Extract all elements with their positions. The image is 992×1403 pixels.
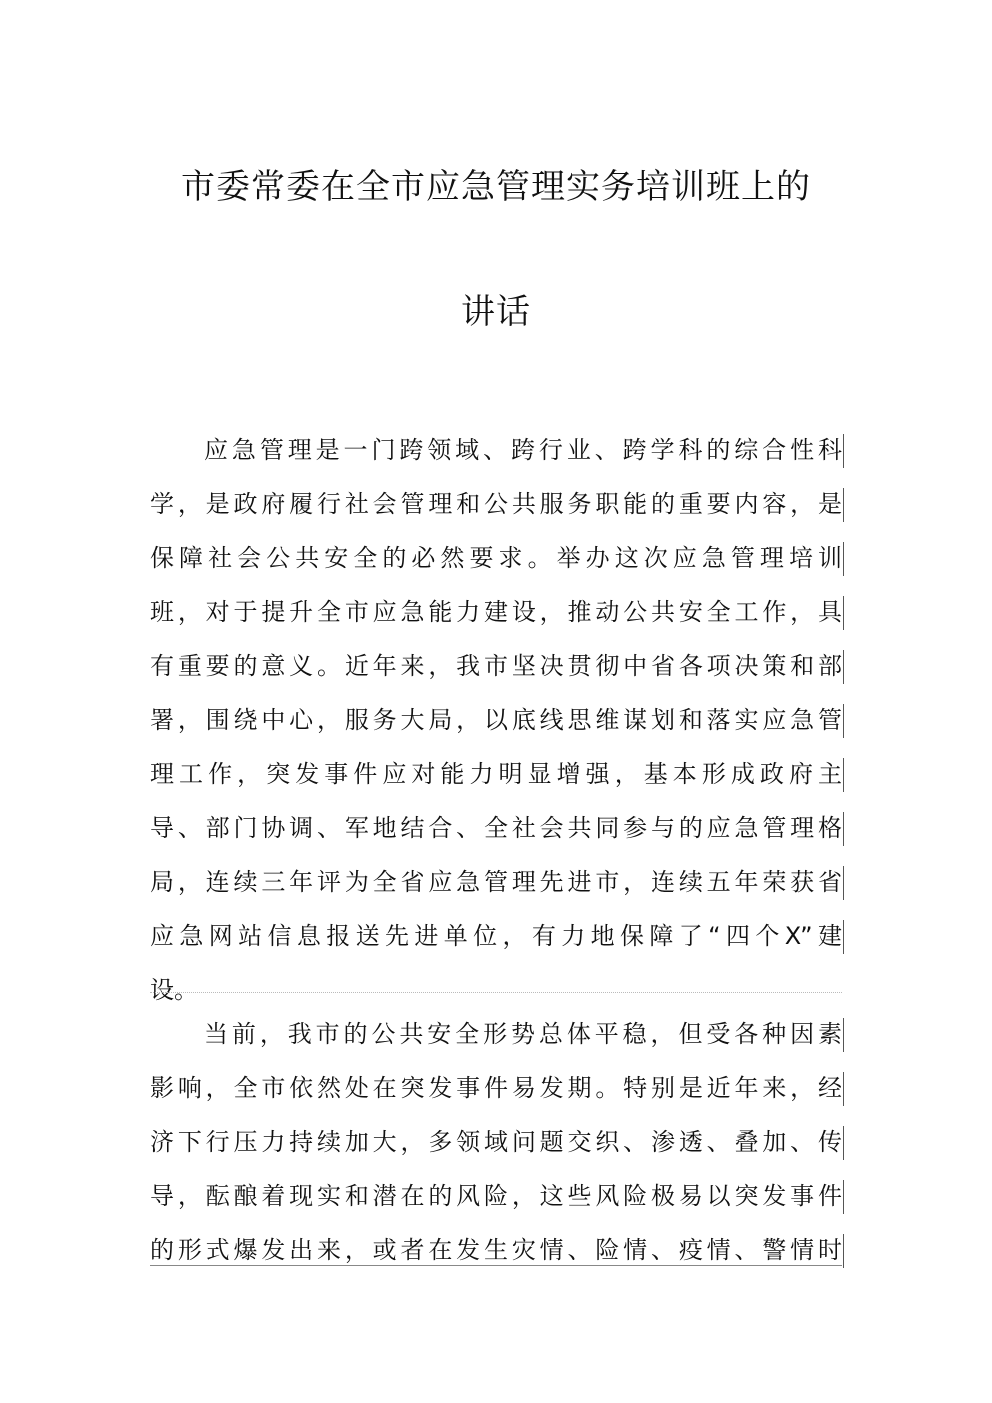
paragraph-2-line: 济下行压力持续加大，多领域问题交织、渗透、叠加、传 [150,1122,842,1176]
paragraph-1-line: 学，是政府履行社会管理和公共服务职能的重要内容，是 [150,484,842,538]
paragraph-1-line: 班，对于提升全市应急能力建设，推动公共安全工作，具 [150,592,842,646]
paragraph-1-line: 应急网站信息报送先进单位，有力地保障了“四个X”建 [150,916,842,970]
paragraph-separator [150,992,842,993]
paragraph-1-line: 设。 [150,976,198,1004]
document-title-line-1: 市委常委在全市应急管理实务培训班上的 [181,167,811,207]
paragraph-2-line: 导，酝酿着现实和潜在的风险，这些风险极易以突发事件 [150,1176,842,1230]
paragraph-2-line: 影响，全市依然处在突发事件易发期。特别是近年来，经 [150,1068,842,1122]
paragraph-1-line: 理工作，突发事件应对能力明显增强，基本形成政府主 [150,754,842,808]
paragraph-1-line: 有重要的意义。近年来，我市坚决贯彻中省各项决策和部 [150,646,842,700]
page-bottom-rule [150,1265,842,1266]
paragraph-1-line: 局，连续三年评为全省应急管理先进市，连续五年荣获省 [150,862,842,916]
document-title-line-2: 讲话 [461,292,531,332]
paragraph-1-line: 导、部门协调、军地结合、全社会共同参与的应急管理格 [150,808,842,862]
paragraph-1-line: 署，围绕中心，服务大局，以底线思维谋划和落实应急管 [150,700,842,754]
paragraph-1-line: 保障社会公共安全的必然要求。举办这次应急管理培训 [150,538,842,592]
paragraph-1-line: 应急管理是一门跨领域、跨行业、跨学科的综合性科 [150,430,842,484]
paragraph-2-line: 的形式爆发出来，或者在发生灾情、险情、疫情、警情时 [150,1230,842,1284]
paragraph-2-line: 当前，我市的公共安全形势总体平稳，但受各种因素 [150,1014,842,1068]
